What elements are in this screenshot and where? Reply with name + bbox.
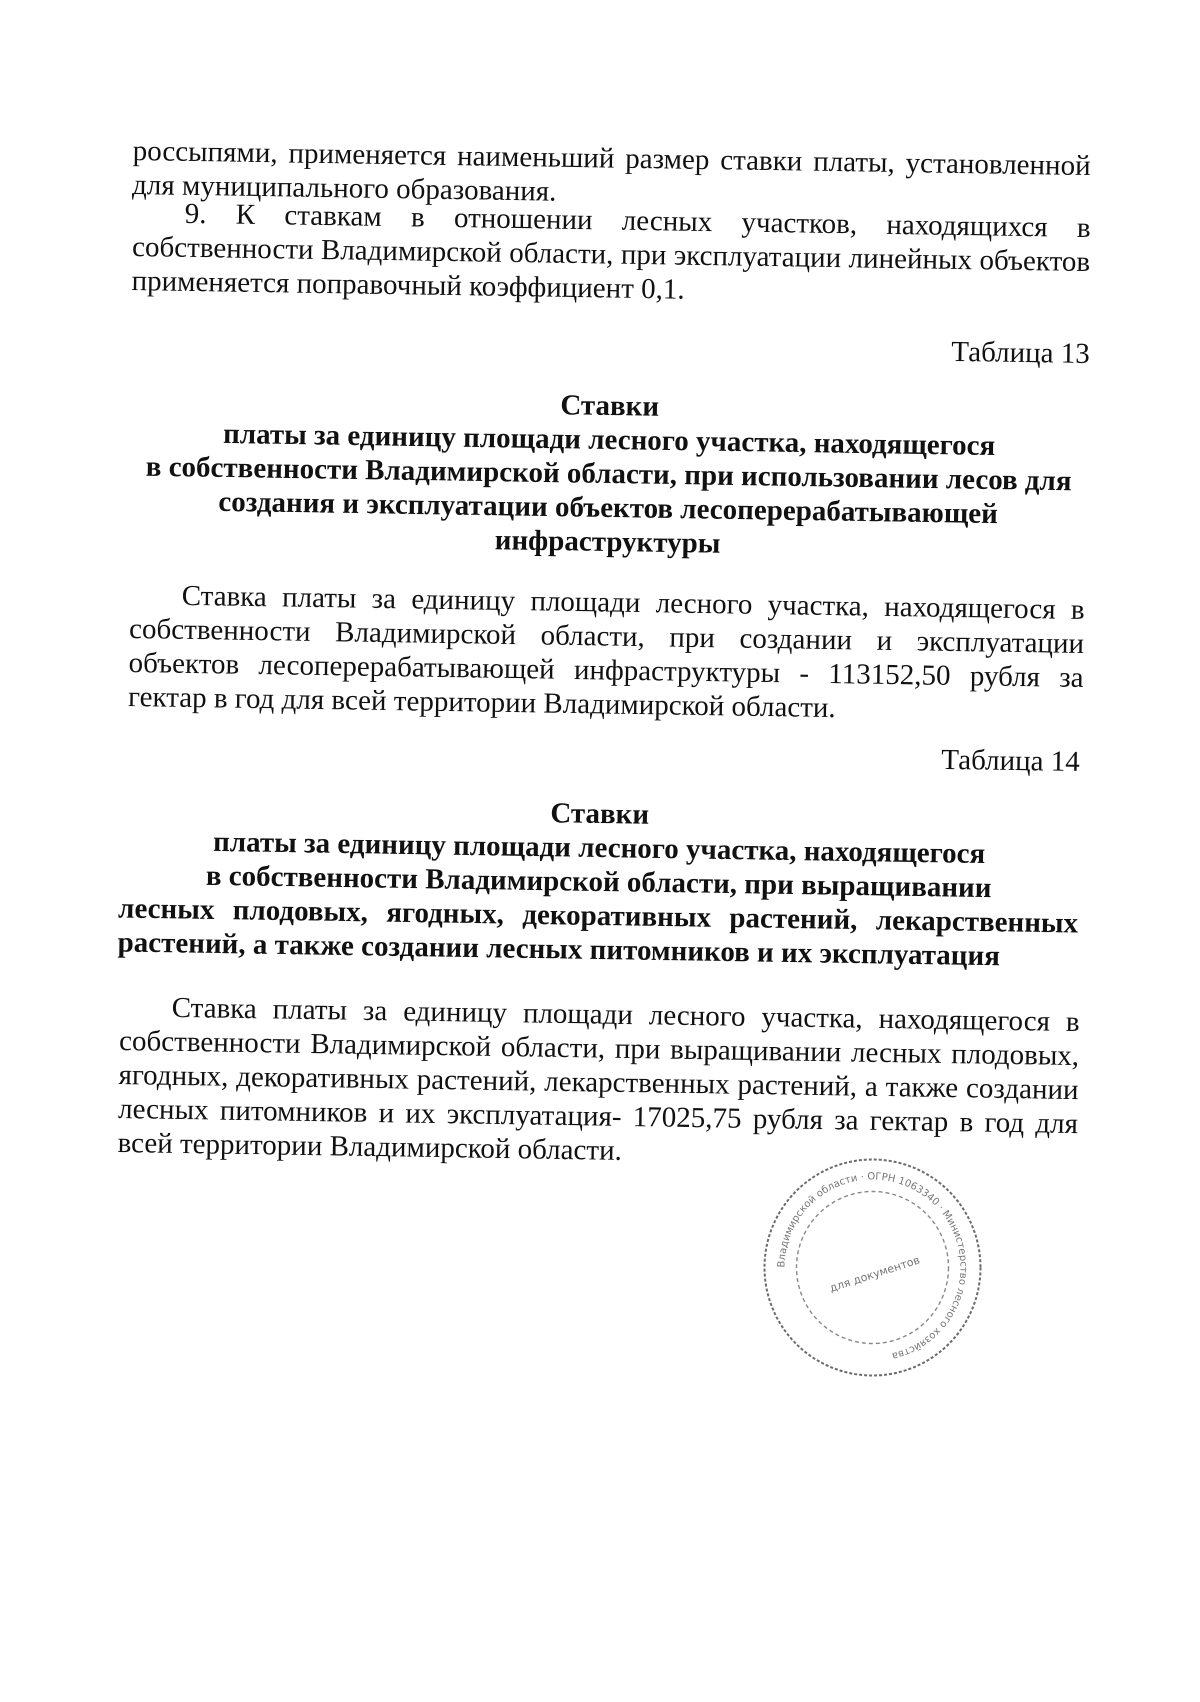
table-13-body: Ставка платы за единицу площади лесного участка, находящегося в собственности Владимирской области, при создании и эксплуатации объектов лесоперерабатывающей инфраструктуры - 113152,50 рубля за гектар в год для всей территории Владимирской области. bbox=[127, 579, 1085, 725]
table-14-body: Ставка платы за единицу площади лесного участка, находящегося в собственности Владимирской области, при выращивании лесных плодовых, ягодных, декоративных растений, лекарственных растений, а также создании лесных питомников и их эксплуатация- 17025,75 рубля за гектар в год для всей территории Владимирской области. bbox=[117, 991, 1080, 1167]
table-13-heading bbox=[142, 382, 1075, 567]
table-13-title-word: Ставки bbox=[560, 389, 660, 423]
table-14-heading bbox=[117, 789, 1080, 974]
intro-item-9: 9. К ставкам в отношении лесных участков, находящихся в собственности Владимирской области, при эксплуатации линейных объектов применяется поправочный коэффициент 0,1. bbox=[131, 197, 1091, 306]
table-13-label: Таблица 13 bbox=[950, 335, 1090, 370]
intro-paragraph-continued: россыпями, применяется наименьший размер ставки платы, установленной для муниципального образования. bbox=[131, 134, 1091, 208]
seal-center-text: для документов bbox=[827, 1253, 922, 1295]
table-13-title-line-4: инфраструктуры bbox=[494, 524, 721, 560]
seal-ring-text: Владимирской области · ОГРН 1063340 · Министерство лесного хозяйства bbox=[776, 1171, 969, 1362]
table-14-title-line-3: лесных плодовых, ягодных, декоративных растений, лекарственных bbox=[117, 892, 1079, 940]
table-14-label: Таблица 14 bbox=[940, 743, 1080, 778]
table-14-title-line-1: платы за единицу площади лесного участка, находящегося bbox=[212, 825, 986, 871]
table-14-title-word: Ставки bbox=[550, 797, 650, 831]
table-14-title-line-4: растений, а также создании лесных питомников и их эксплуатация bbox=[117, 926, 1001, 973]
table-13-title-line-1: платы за единицу площади лесного участка, находящегося bbox=[222, 417, 996, 463]
table-14-title-line-2: в собственности Владимирской области, при выращивании bbox=[205, 859, 992, 905]
table-13-title-line-3: создания и эксплуатации объектов лесоперерабатывающей bbox=[218, 485, 999, 531]
official-seal-stamp bbox=[755, 1150, 990, 1385]
table-13-title-line-2: в собственности Владимирской области, при использовании лесов для bbox=[145, 450, 1072, 498]
